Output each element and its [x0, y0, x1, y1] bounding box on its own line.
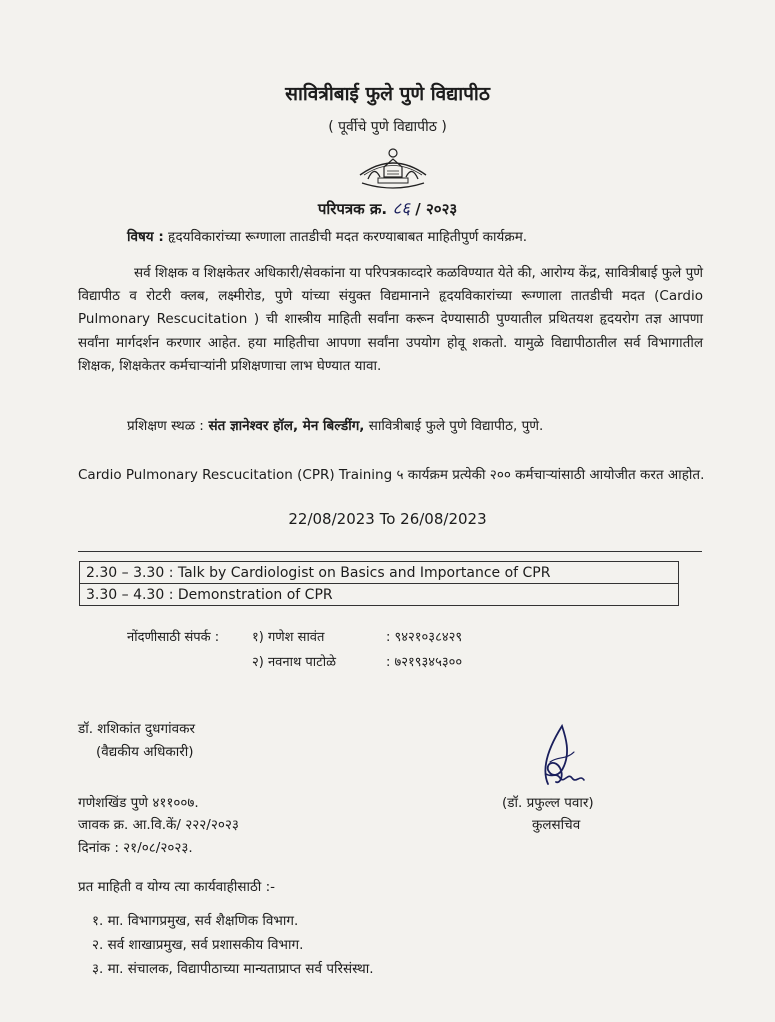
issue-date: दिनांक : २१/०८/२०२३.: [78, 840, 193, 856]
schedule-time: 2.30 – 3.30: [86, 564, 165, 581]
copies-heading: प्रत माहिती व योग्य त्या कार्यवाहीसाठी :-: [78, 879, 275, 895]
registrar-name: (डॉ. प्रफुल्ल पवार): [502, 795, 594, 811]
subject-text: हृदयविकारांच्या रूग्णाला तातडीची मदत करण्याबाबत माहितीपुर्ण कार्यक्रम.: [163, 229, 528, 245]
registrar-role: कुलसचिव: [532, 817, 581, 833]
schedule-cell: [80, 584, 679, 606]
body-paragraph-text: सर्व शिक्षक व शिक्षकेतर अधिकारी/सेवकांना या परिपत्रकाव्दारे कळविण्यात येते की, आरोग्य केंद्र, सावित्रीबाई फुले पुणे विद्यापीठ व रोटरी क्लब, लक्ष्मीरोड, पुणे यांच्या संयुक्त विद्यमानाने हृदयविकारांच्या रूग्णाला तातडीची मदत (Cardio Pulmonary Rescucitation ) ची शास्त्रीय माहिती सर्वांना करून देण्यासाठी पुण्यातील प्रथितयश हृदयरोग तज्ञ आपणा सर्वांना मार्गदर्शन करणार आहेत. हया माहितीचा आपणा सर्वांना उपयोग होवू शकतो. यामुळे विद्यापीठातील सर्व विभागातील शिक्षक, शिक्षकेतर कर्मचाऱ्यांनी प्रशिक्षणाचा लाभ घेण्यात यावा.: [78, 265, 703, 374]
venue-place: संत ज्ञानेश्वर हॉल, मेन बिल्डींग,: [203, 418, 365, 434]
list-item: २. सर्व शाखाप्रमुख, सर्व प्रशासकीय विभाग.: [92, 937, 304, 953]
schedule-table: [79, 561, 679, 606]
medical-officer-role: (वैद्यकीय अधिकारी): [96, 744, 194, 760]
venue-label: प्रशिक्षण स्थळ :: [127, 418, 204, 434]
contact-phone: : ९४२१०३८४२९: [386, 630, 463, 645]
venue-rest: सावित्रीबाई फुले पुणे विद्यापीठ, पुणे.: [364, 418, 544, 434]
signature-icon: [530, 722, 588, 790]
training-date-range: 22/08/2023 To 26/08/2023: [288, 510, 487, 528]
subject-label: विषय :: [127, 229, 164, 245]
university-former-name: ( पूर्वीचे पुणे विद्यापीठ ): [328, 119, 447, 135]
training-venue: [127, 416, 543, 434]
university-title: सावित्रीबाई फुले पुणे विद्यापीठ: [285, 83, 490, 105]
medical-officer-name: डॉ. शशिकांत दुधगांवकर: [78, 721, 195, 737]
subject-line: [127, 227, 527, 245]
outward-reference: जावक क्र. आ.वि.कें/ २२२/२०२३: [78, 817, 239, 833]
circular-handwritten-number: ८६: [392, 199, 411, 219]
university-emblem-icon: [356, 145, 430, 191]
table-row: [80, 584, 679, 606]
body-paragraph: [78, 262, 703, 378]
list-item: ३. मा. संचालक, विद्यापीठाच्या मान्यताप्राप्त सर्व परिसंस्था.: [92, 961, 374, 977]
circular-year: / २०२३: [415, 200, 458, 218]
schedule-activity: : Demonstration of CPR: [164, 586, 333, 603]
table-top-rule: [78, 551, 702, 552]
schedule-time: 3.30 – 4.30: [86, 586, 165, 603]
contact-phone: : ७२१९३४५३००: [386, 655, 463, 670]
contacts-label: नोंदणीसाठी संपर्क :: [127, 630, 220, 645]
circular-label: परिपत्रक क्र.: [317, 200, 388, 218]
list-item: १. मा. विभागप्रमुख, सर्व शैक्षणिक विभाग.: [92, 913, 299, 929]
contact-name: १) गणेश सावंत: [252, 630, 325, 645]
circular-number: [0, 196, 775, 219]
cpr-training-line: Cardio Pulmonary Rescucitation (CPR) Training ५ कार्यक्रम प्रत्येकी २०० कर्मचाऱ्यांसाठी आयोजीत करत आहोत.: [78, 467, 705, 483]
schedule-activity: : Talk by Cardiologist on Basics and Importance of CPR: [164, 564, 551, 581]
contact-name: २) नवनाथ पाटोळे: [252, 655, 336, 670]
table-row: [80, 562, 679, 584]
office-address: गणेशखिंड पुणे ४११००७.: [78, 795, 199, 811]
schedule-cell: [80, 562, 679, 584]
